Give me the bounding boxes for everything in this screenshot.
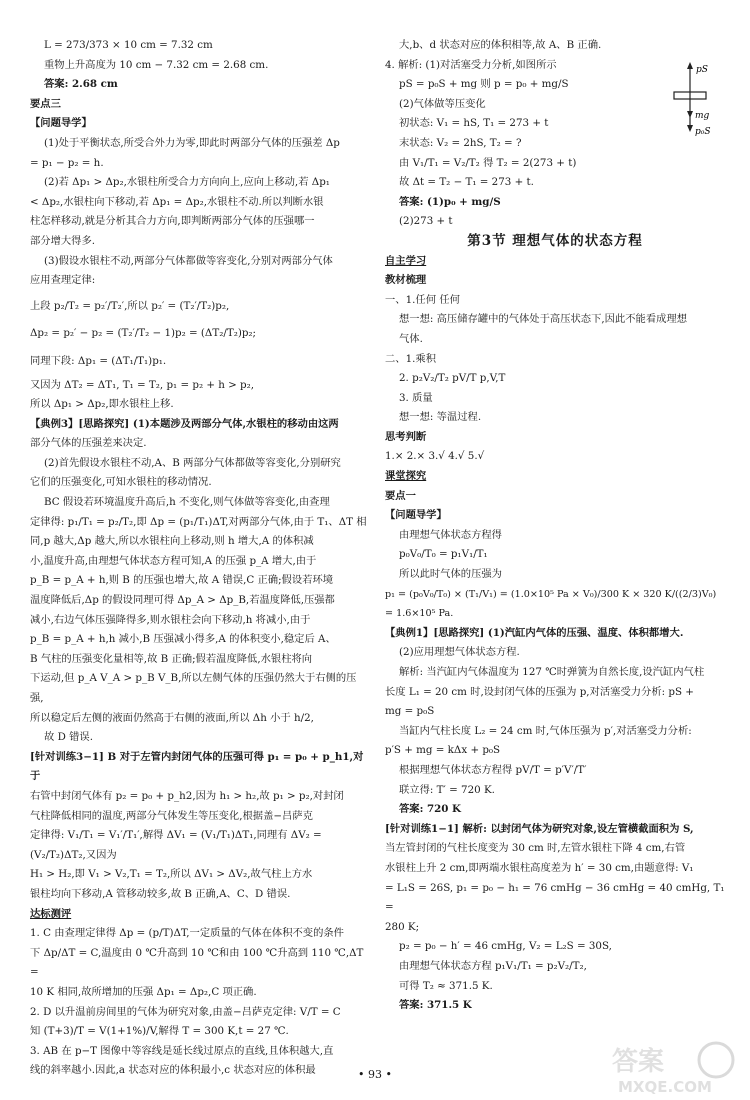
arrow-down-icon [687,111,693,118]
text-line: (2)气体做等压变化 [399,97,486,110]
section-heading: 教材梳理 [385,274,427,287]
formula-line: Δp₂ = p₂′ − p₂ = (T₂′/T₂ − 1)p₂ = (ΔT₂/T₂)p₂; [30,327,257,340]
text-line: 由理想气体状态方程得 [399,528,502,541]
section-heading: 思考判断 [385,430,427,443]
section-heading: 【问题导学】 [30,117,92,130]
text-line: 想一想: 高压储存罐中的气体处于高压状态下,因此不能看成理想 [399,313,688,326]
text-line: 3. 质量 [399,391,433,404]
force-label-p0s: p₀S [695,127,711,137]
text-line: 定律得: V₁/T₁ = V₁′/T₁′,解得 ΔV₁ = (V₁/T₁)ΔT₁,同理有 ΔV₂ = (V₂/T₂)ΔT₂,又因为 [30,829,322,861]
text-line: 当缸内气柱长度 L₂ = 24 cm 时,气体压强为 p′,对活塞受力分析: [399,724,692,737]
text-line: 长度 L₁ = 20 cm 时,设封闭气体的压强为 p,对活塞受力分析: pS + [385,685,694,698]
text-line: 下运动,但 p_A V_A > p_B V_B,所以左侧气体的压强仍然大于右侧的压强, [30,672,357,704]
formula-line: 由理想气体状态方程 p₁V₁/T₁ = p₂V₂/T₂, [399,959,587,972]
text-line: 1.× 2.× 3.√ 4.√ 5.√ [385,450,485,463]
example-heading: 【典例1】[思路探究] (1)汽缸内气体的压强、温度、体积都增大. [385,626,684,639]
text-line: 气体. [399,332,423,345]
answer-line: 答案: 2.68 cm [44,78,118,91]
text-line: BC 假设若环境温度升高后,h 不变化,则气体做等容变化,由查理 [44,496,330,509]
text-line: (2)273 + t [399,215,453,228]
formula-line: 根据理想气体状态方程得 pV/T = p′V′/T′ [399,763,587,776]
force-diagram-svg [670,60,730,138]
text-line: 部分增大得多. [30,234,96,247]
text-line: 重物上升高度为 10 cm − 7.32 cm = 2.68 cm. [44,58,269,71]
text-line: 气柱降低相同的温度,两部分气体发生等压变化,根据盖−吕萨克 [30,809,313,822]
text-line: p_B = p_A + h,则 B 的压强也增大,故 A 错误,C 正确;假设若环境 [30,574,334,587]
text-line: 当左管封闭的气柱长度变为 30 cm 时,左管水银柱下降 4 cm,右管 [385,842,686,855]
text-line: 银柱均向下移动,A 管移动较多,故 B 正确,A、C、D 错误. [30,887,291,900]
text-line: 下 Δp/ΔT = C,温度由 0 ℃升高到 10 ℃和由 100 ℃升高到 110 ℃,ΔT = [30,946,364,979]
text-line: (2)应用理想气体状态方程. [399,646,520,659]
text-line: 大,b、d 状态对应的体积相等,故 A、B 正确. [399,39,602,51]
text-line: 故 D 错误. [44,731,93,744]
text-line: 所以 Δp₁ > Δp₂,即水银柱上移. [30,398,174,411]
text-line: 小,温度升高,由理想气体状态方程可知,A 的压强 p_A 增大,由于 [30,554,317,567]
text-line: 解析: 当汽缸内气体温度为 127 ℃时弹簧为自然长度,设汽缸内气柱 [399,666,705,678]
left-column [30,36,368,1081]
formula-line: pS = p₀S + mg 则 p = p₀ + mg/S [399,78,569,91]
formula-line: 由 V₁/T₁ = V₂/T₂ 得 T₂ = 2(273 + t) [399,156,577,169]
text-line: (2)若 Δp₁ > Δp₂,水银柱所受合力方向向上,应向上移动,若 Δp₁ [44,176,330,189]
text-line: 右管中封闭气体有 p₂ = p₀ + p_h2,因为 h₁ > h₂,故 p₁ > p₂,对封闭 [30,789,344,802]
section-heading: 要点一 [385,489,416,502]
text-line: 定律得: p₁/T₁ = p₂/T₂,即 Δp = (p₁/T₁)ΔT,对两部分气体,由于 T₁、ΔT 相 [30,515,367,528]
text-line: (1)处于平衡状态,所受合外力为零,即此时两部分气体的压强差 Δp [44,136,340,149]
answer-line: 答案: 720 K [399,803,462,816]
text-line: 知 (T+3)/T = V(1+1%)/V,解得 T = 300 K,t = 27 ℃. [30,1025,289,1038]
text-line: 它们的压强变化,可知水银柱的移动情况. [30,476,212,489]
text-line: 所以稳定后左侧的液面仍然高于右侧的液面,所以 Δh 小于 h/2, [30,711,314,724]
formula-line: p₀V₀/T₀ = p₁V₁/T₁ [399,548,488,561]
section-heading: 课堂探究 [385,470,427,483]
section-heading: 达标测评 [30,907,72,920]
section-title: 第3节 理想气体的状态方程 [467,232,643,249]
svg-text:MXQE.COM: MXQE.COM [618,1078,712,1096]
example-heading: 【典例3】[思路探究] (1)本题涉及两部分气体,水银柱的移动由这两 [30,417,339,430]
text-line: 一、1.任何 任何 [385,293,460,306]
exercise-line: [针对训练1−1] 解析: 以封闭气体为研究对象,设左管横截面积为 S, [385,822,694,835]
arrow-up-icon [687,62,693,69]
text-line: 3. AB 在 p−T 图像中等容线是延长线过原点的直线,且体积越大,直 [30,1044,334,1057]
text-line: H₁ > H₂,即 V₁ > V₂,T₁ = T₂,所以 ΔV₁ > ΔV₂,故气柱上方水 [30,868,313,881]
text-line: (2)首先假设水银柱不动,A、B 两部分气体都做等容变化,分别研究 [44,456,341,469]
right-column [385,36,725,1016]
text-line: = p₁ − p₂ = h. [30,156,104,169]
force-label-mg: mg [695,111,710,121]
svg-text:答案: 答案 [612,1047,665,1077]
text-line: 联立得: T′ = 720 K. [399,783,495,796]
text-line: p_B = p_A + h,h 减小,B 压强减小得多,A 的体积变小,稳定后 A、 [30,633,336,646]
text-line: 1. C 由查理定律得 Δp = (p/T)ΔT,一定质量的气体在体积不变的条件 [30,927,344,940]
text-line: 初状态: V₁ = hS, T₁ = 273 + t [399,117,549,130]
formula-line: 同理下段: Δp₁ = (ΔT₁/T₁)p₁. [30,354,167,367]
text-line: 280 K; [385,920,420,933]
text-line: 柱怎样移动,就是分析其合力方向,即判断两部分气体的压强哪一 [30,215,315,228]
text-line: 末状态: V₂ = 2hS, T₂ = ? [399,136,522,149]
text-line: 线的斜率越小.因此,a 状态对应的体积最小,c 状态对应的体积最 [30,1064,316,1077]
text-line: p₂ = p₀ − h′ = 46 cmHg, V₂ = L₂S = 30S, [399,940,612,953]
text-line: mg = p₀S [385,705,435,718]
text-line: p′S + mg = kΔx + p₀S [385,744,501,757]
text-line: 二、1.乘积 [385,352,437,365]
text-line: 2. D 以升温前房间里的气体为研究对象,由盖−吕萨克定律: V/T = C [30,1005,341,1018]
answer-line: 答案: 371.5 K [399,999,472,1012]
section-heading: 【问题导学】 [385,509,447,522]
piston-force-diagram [670,60,730,138]
exercise-line: [针对训练3−1] B 对于左管内封闭气体的压强可得 p₁ = p₀ + p_h1,对于 [30,750,364,783]
text-line: L = 273/373 × 10 cm = 7.32 cm [44,39,213,51]
formula-line: 上段 p₂/T₂ = p₂′/T₂′,所以 p₂′ = (T₂′/T₂)p₂, [30,299,230,312]
text-line: 所以此时气体的压强为 [399,568,502,581]
section-heading: 要点三 [30,97,61,110]
text-line: (3)假设水银柱不动,两部分气体都做等容变化,分别对两部分气体 [44,254,333,267]
watermark-logo [608,1038,738,1096]
text-line: 应用查理定律: [30,274,96,287]
section-heading: 自主学习 [385,254,427,267]
text-line: 故 Δt = T₂ − T₁ = 273 + t. [399,176,534,189]
text-line: B 气柱的压强变化量相等,故 B 正确;假若温度降低,水银柱将向 [30,652,313,665]
page-number: • 93 • [358,1068,392,1081]
watermark-icon [608,1038,738,1096]
force-label-ps: pS [696,65,708,75]
formula-line: p₁ = (p₀V₀/T₀) × (T₁/V₁) = (1.0×10⁵ Pa × V₀)/300 K × 320 K/((2/3)V₀) = 1.6×10⁵ Pa. [385,588,717,620]
arrow-down-icon [687,125,693,132]
text-line: = L₁S = 26S, p₁ = p₀ − h₁ = 76 cmHg − 36 cmHg = 40 cmHg, T₁ = [385,881,725,914]
text-line: 水银柱上升 2 cm,即两端水银柱高度差为 h′ = 30 cm,由题意得: V₁ [385,861,694,874]
text-line: 10 K 相同,故所增加的压强 Δp₁ = Δp₂,C 项正确. [30,985,257,998]
text-line: 同,p 越大,Δp 越大,所以水银柱向上移动,则 h 增大,A 的体积减 [30,535,314,548]
formula-line: 2. p₂V₂/T₂ pV/T p,V,T [399,372,506,385]
text-line: < Δp₂,水银柱向下移动,若 Δp₁ = Δp₂,水银柱不动.所以判断水银 [30,195,324,208]
answer-line: 答案: (1)p₀ + mg/S [399,195,501,208]
text-line: 部分气体的压强差来决定. [30,437,147,450]
text-line: 又因为 ΔT₂ = ΔT₁, T₁ = T₂, p₁ = p₂ + h > p₂, [30,378,255,391]
text-line: 可得 T₂ ≈ 371.5 K. [399,979,493,992]
text-line: 减小,右边气体压强降得多,则水银柱会向下移动,h 将减小,由于 [30,613,311,626]
text-line: 温度降低后,Δp 的假设同理可得 Δp_A > Δp_B,若温度降低,压强都 [30,594,335,607]
text-line: 想一想: 等温过程. [399,411,482,424]
text-line: 4. 解析: (1)对活塞受力分析,如图所示 [385,58,557,71]
